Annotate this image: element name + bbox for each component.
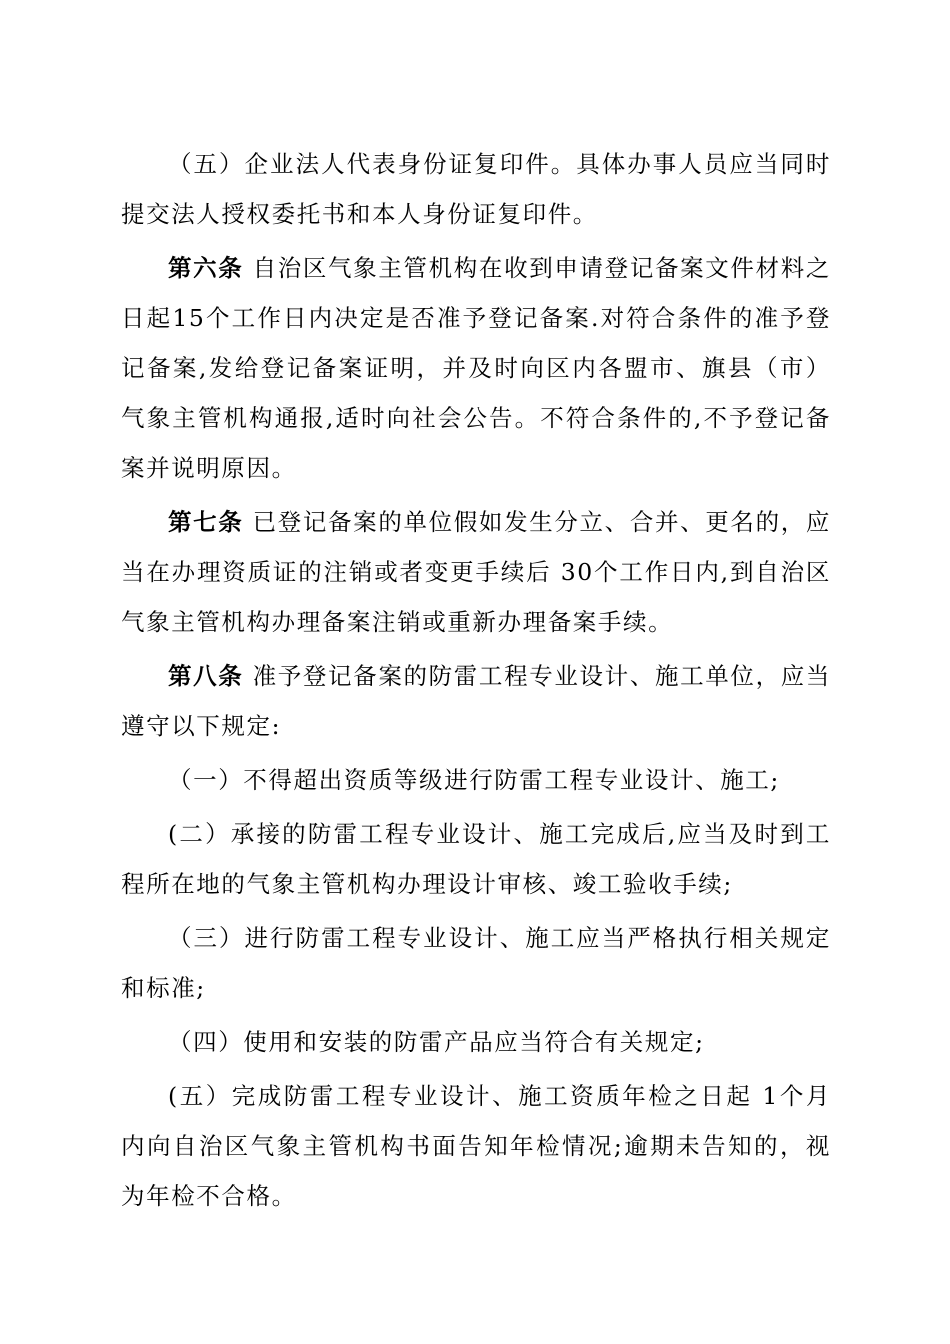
paragraph-text: （三）进行防雷工程专业设计、施工应当严格执行相关规定和标准; bbox=[121, 924, 831, 1002]
paragraph-text: (二）承接的防雷工程专业设计、施工完成后,应当及时到工程所在地的气象主管机构办理设计审核、竣工验收手续; bbox=[121, 820, 831, 898]
article-heading: 第七条 bbox=[168, 508, 244, 536]
paragraph bbox=[121, 913, 831, 1013]
paragraph bbox=[121, 1017, 831, 1067]
paragraph bbox=[121, 809, 831, 909]
document-body bbox=[121, 139, 831, 1225]
paragraph-text: 自治区气象主管机构在收到申请登记备案文件材料之日起15个工作日内决定是否准予登记备案.对符合条件的准予登记备案,发给登记备案证明，并及时向区内各盟市、旗县（市）气象主管机构通报,适时向社会公告。不符合条件的,不予登记备案并说明原因。 bbox=[121, 254, 831, 482]
paragraph bbox=[121, 139, 831, 239]
paragraph-text: 准予登记备案的防雷工程专业设计、施工单位，应当遵守以下规定: bbox=[121, 662, 831, 740]
paragraph-text: （四）使用和安装的防雷产品应当符合有关规定; bbox=[168, 1028, 705, 1056]
paragraph bbox=[121, 243, 831, 493]
paragraph-text: （一）不得超出资质等级进行防雷工程专业设计、施工; bbox=[168, 766, 780, 794]
paragraph bbox=[121, 755, 831, 805]
paragraph bbox=[121, 1071, 831, 1221]
paragraph bbox=[121, 651, 831, 751]
article-heading: 第八条 bbox=[168, 662, 244, 690]
paragraph-text: 已登记备案的单位假如发生分立、合并、更名的，应当在办理资质证的注销或者变更手续后 30个工作日内,到自治区气象主管机构办理备案注销或重新办理备案手续。 bbox=[121, 508, 831, 636]
paragraph-text: (五）完成防雷工程专业设计、施工资质年检之日起 1个月内向自治区气象主管机构书面告知年检情况;逾期未告知的，视为年检不合格。 bbox=[121, 1082, 831, 1210]
paragraph bbox=[121, 497, 831, 647]
article-heading: 第六条 bbox=[168, 254, 244, 282]
paragraph-text: （五）企业法人代表身份证复印件。具体办事人员应当同时提交法人授权委托书和本人身份证复印件。 bbox=[121, 150, 831, 228]
